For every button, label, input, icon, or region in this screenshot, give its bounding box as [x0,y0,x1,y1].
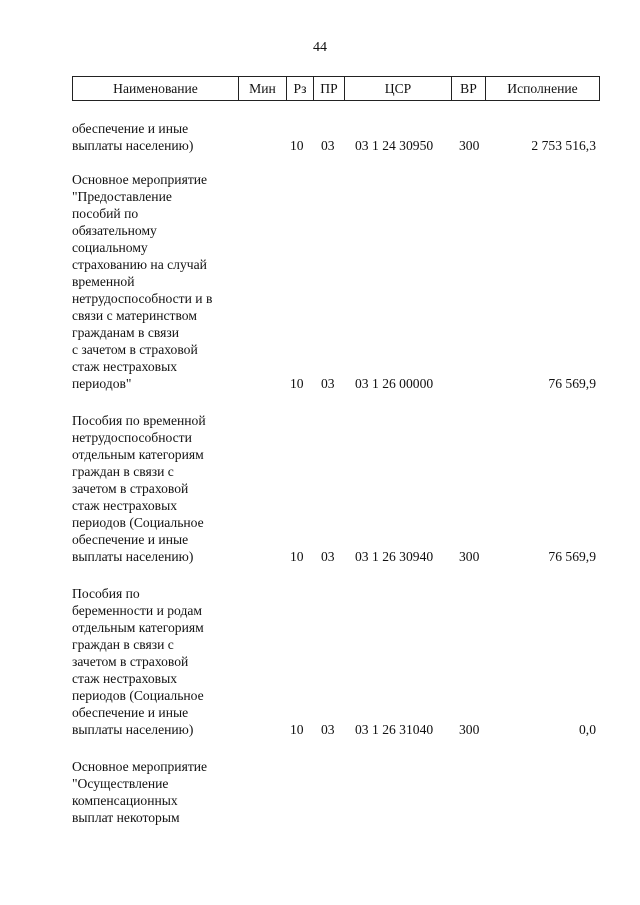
header-csr: ЦСР [345,77,452,100]
row-pr: 03 [321,138,335,153]
row-rz: 10 [290,138,304,153]
page-number: 44 [313,40,327,55]
row-vr: 300 [459,549,480,564]
row-name: Пособия по беременности и родам отдельным категориям граждан в связи с зачетом в страховой стаж нестраховых периодов (Социальное обеспечение и иные выплаты населению) [72,586,204,737]
table-row [72,120,600,154]
header-pr: ПР [314,77,345,100]
header-rz: Рз [287,77,314,100]
table-row [72,585,600,738]
row-name: Основное мероприятие "Предоставление пособий по обязательному социальному страхованию на случай временной нетрудоспособности и в связи с материнством гражданам в связи с зачетом в страховой стаж нестраховых периодов" [72,172,213,391]
row-vr: 300 [459,722,480,737]
row-name: Основное мероприятие "Осуществление компенсационных выплат некоторым [72,759,208,825]
row-pr: 03 [321,722,335,737]
table-row [72,758,600,826]
row-csr: 03 1 24 30950 [355,138,434,153]
header-name: Наименование [73,77,239,100]
row-pr: 03 [321,549,335,564]
row-csr: 03 1 26 00000 [355,376,434,391]
row-isp: 2 753 516,3 [531,138,596,153]
table-row [72,412,600,565]
table-row [72,171,600,392]
row-isp: 76 569,9 [548,376,596,391]
row-vr: 300 [459,138,480,153]
row-rz: 10 [290,722,304,737]
header-min: Мин [239,77,287,100]
header-isp: Исполнение [507,80,578,96]
row-csr: 03 1 26 30940 [355,549,434,564]
row-name: обеспечение и иные выплаты населению) [72,121,194,153]
row-isp: 76 569,9 [548,549,596,564]
row-rz: 10 [290,376,304,391]
row-rz: 10 [290,549,304,564]
table-header [72,76,600,101]
row-csr: 03 1 26 31040 [355,722,434,737]
row-name: Пособия по временной нетрудоспособности отдельным категориям граждан в связи с зачетом в страховой стаж нестраховых периодов (Социальное обеспечение и иные выплаты населению) [72,413,206,564]
row-pr: 03 [321,376,335,391]
row-isp: 0,0 [579,722,596,737]
header-vr: ВР [452,77,486,100]
